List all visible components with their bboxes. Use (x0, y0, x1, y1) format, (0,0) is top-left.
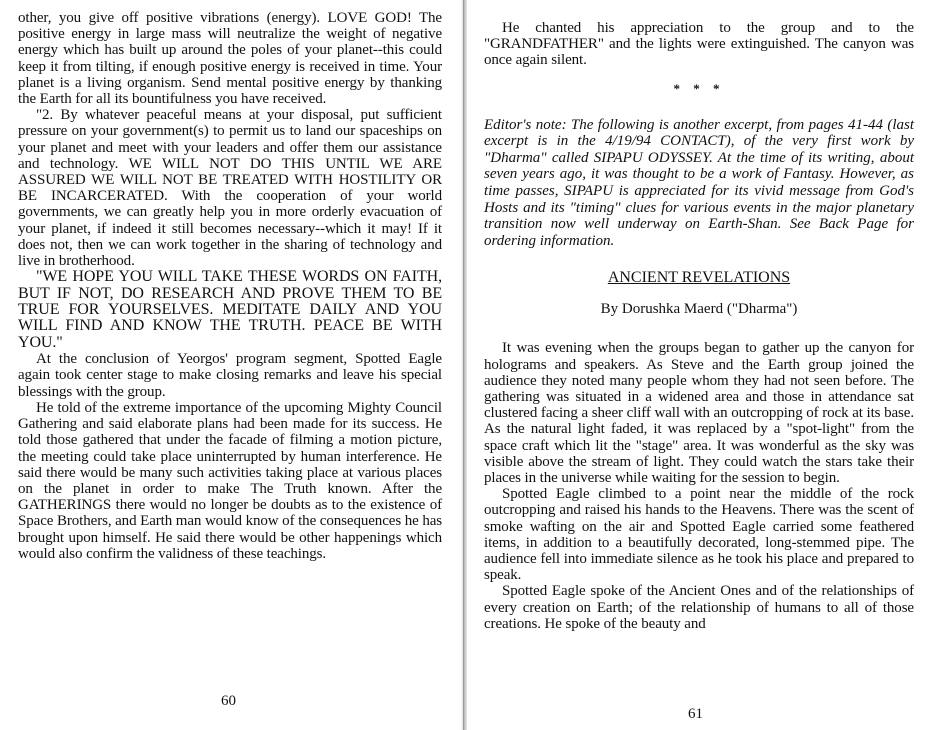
right-opening-paragraph: He chanted his appreciation to the group and to the "GRANDFATHER" and the lights were extinguished. The canyon was once again silent. (484, 20, 914, 69)
page-number-left: 60 (221, 693, 236, 709)
right-paragraph-2: Spotted Eagle climbed to a point near the middle of the rock outcropping and raised his hands to the Heavens. There was the scent of smoke wafting on the air and Spotted Eagle carried some feathered items, in addition to a beautifully decorated, long-stemmed pipe. The audience fell into immediate silence as he took his place and prepared to speak. (484, 486, 914, 584)
left-paragraph-4: At the conclusion of Yeorgos' program segment, Spotted Eagle again took center stage to make closing remarks and leave his special blessings with the group. (18, 351, 442, 400)
page-number-right: 61 (688, 706, 703, 722)
right-paragraph-1: It was evening when the groups began to gather up the canyon for holograms and speakers. As Steve and the Earth group joined the audience they noted many people whom they had not seen before. The gathering was situated in a widened area and those in attendance sat clustered facing a sheer cliff wall with an outcropping of rock at its base. As the natural light faded, it was replaced by a "spot-light" from the space craft which lit the "stage" area. It was wonderful as the sky was visible above the stream of light. They could watch the stars take their places in the universe while waiting for the session to begin. (484, 340, 914, 486)
left-paragraph-3: "WE HOPE YOU WILL TAKE THESE WORDS ON FAITH, BUT IF NOT, DO RESEARCH AND PROVE THEM TO BE TRUE FOR YOURSELVES. MEDITATE DAILY AND YOU WILL FIND AND KNOW THE TRUTH. PEACE BE WITH YOU." (18, 268, 442, 351)
article-title: ANCIENT REVELATIONS (607, 269, 791, 287)
right-page (468, 0, 938, 730)
gutter-divider (463, 0, 464, 730)
article-byline: By Dorushka Maerd ("Dharma") (600, 301, 798, 318)
left-paragraph-1: other, you give off positive vibrations (energy). LOVE GOD! The positive energy in large mass will neutralize the weight of negative energy which has built up around the poles of your planet--this could keep it from tilting, if enough positive energy is received in time. Your planet is a living organism. Send mental positive energy by thanking the Earth for all its bountifulness you have received. (18, 10, 442, 108)
right-paragraph-3: Spotted Eagle spoke of the Ancient Ones and of the relationships of every creation on Earth; of the relationship of humans to all of those creations. He spoke of the beauty and (484, 583, 914, 632)
section-separator: * * * (673, 80, 725, 96)
left-paragraph-2: "2. By whatever peaceful means at your disposal, put sufficient pressure on your government(s) to permit us to land our spaceships on your planet and meet with your leaders and offer them our assistance and technology. WE WILL NOT DO THIS UNTIL WE ARE ASSURED WE WILL NOT BE TREATED WITH HOSTILITY OR BE INCARCERATED. With the cooperation of your world governments, we can greatly help you in more orderly evacuation of your planet, if indeed it still becomes necessary--which it may! If it does not, then we can work together in the sharing of technology and live in brotherhood. (18, 107, 442, 270)
book-gutter (461, 0, 467, 730)
editor-note: Editor's note: The following is another excerpt, from pages 41-44 (last excerpt is in the 4/19/94 CONTACT), of the very first work by "Dharma" called SIPAPU ODYSSEY. At the time of its writing, about seven years ago, it was thought to be a work of Fantasy. However, as time passes, SIPAPU is appreciated for its vivid message from God's Hosts and its "timing" clues for various events in the major planetary transition now well underway on Earth-Shan. See Back Page for ordering information. (484, 116, 914, 249)
left-paragraph-5: He told of the extreme importance of the upcoming Mighty Council Gathering and said elaborate plans had been made for its success. He told those gathered that under the facade of filming a motion picture, the meeting could take place uninterrupted by human interference. He said there would be many such activities taking place at various places on the planet in order to make The Truth known. After the GATHERINGS there would no longer be doubts as to the existence of Space Brothers, and Earth man would know of the consequences he has brought upon himself. He said there would be other happenings which would also confirm the validness of these teachings. (18, 399, 443, 562)
left-page (0, 0, 462, 730)
